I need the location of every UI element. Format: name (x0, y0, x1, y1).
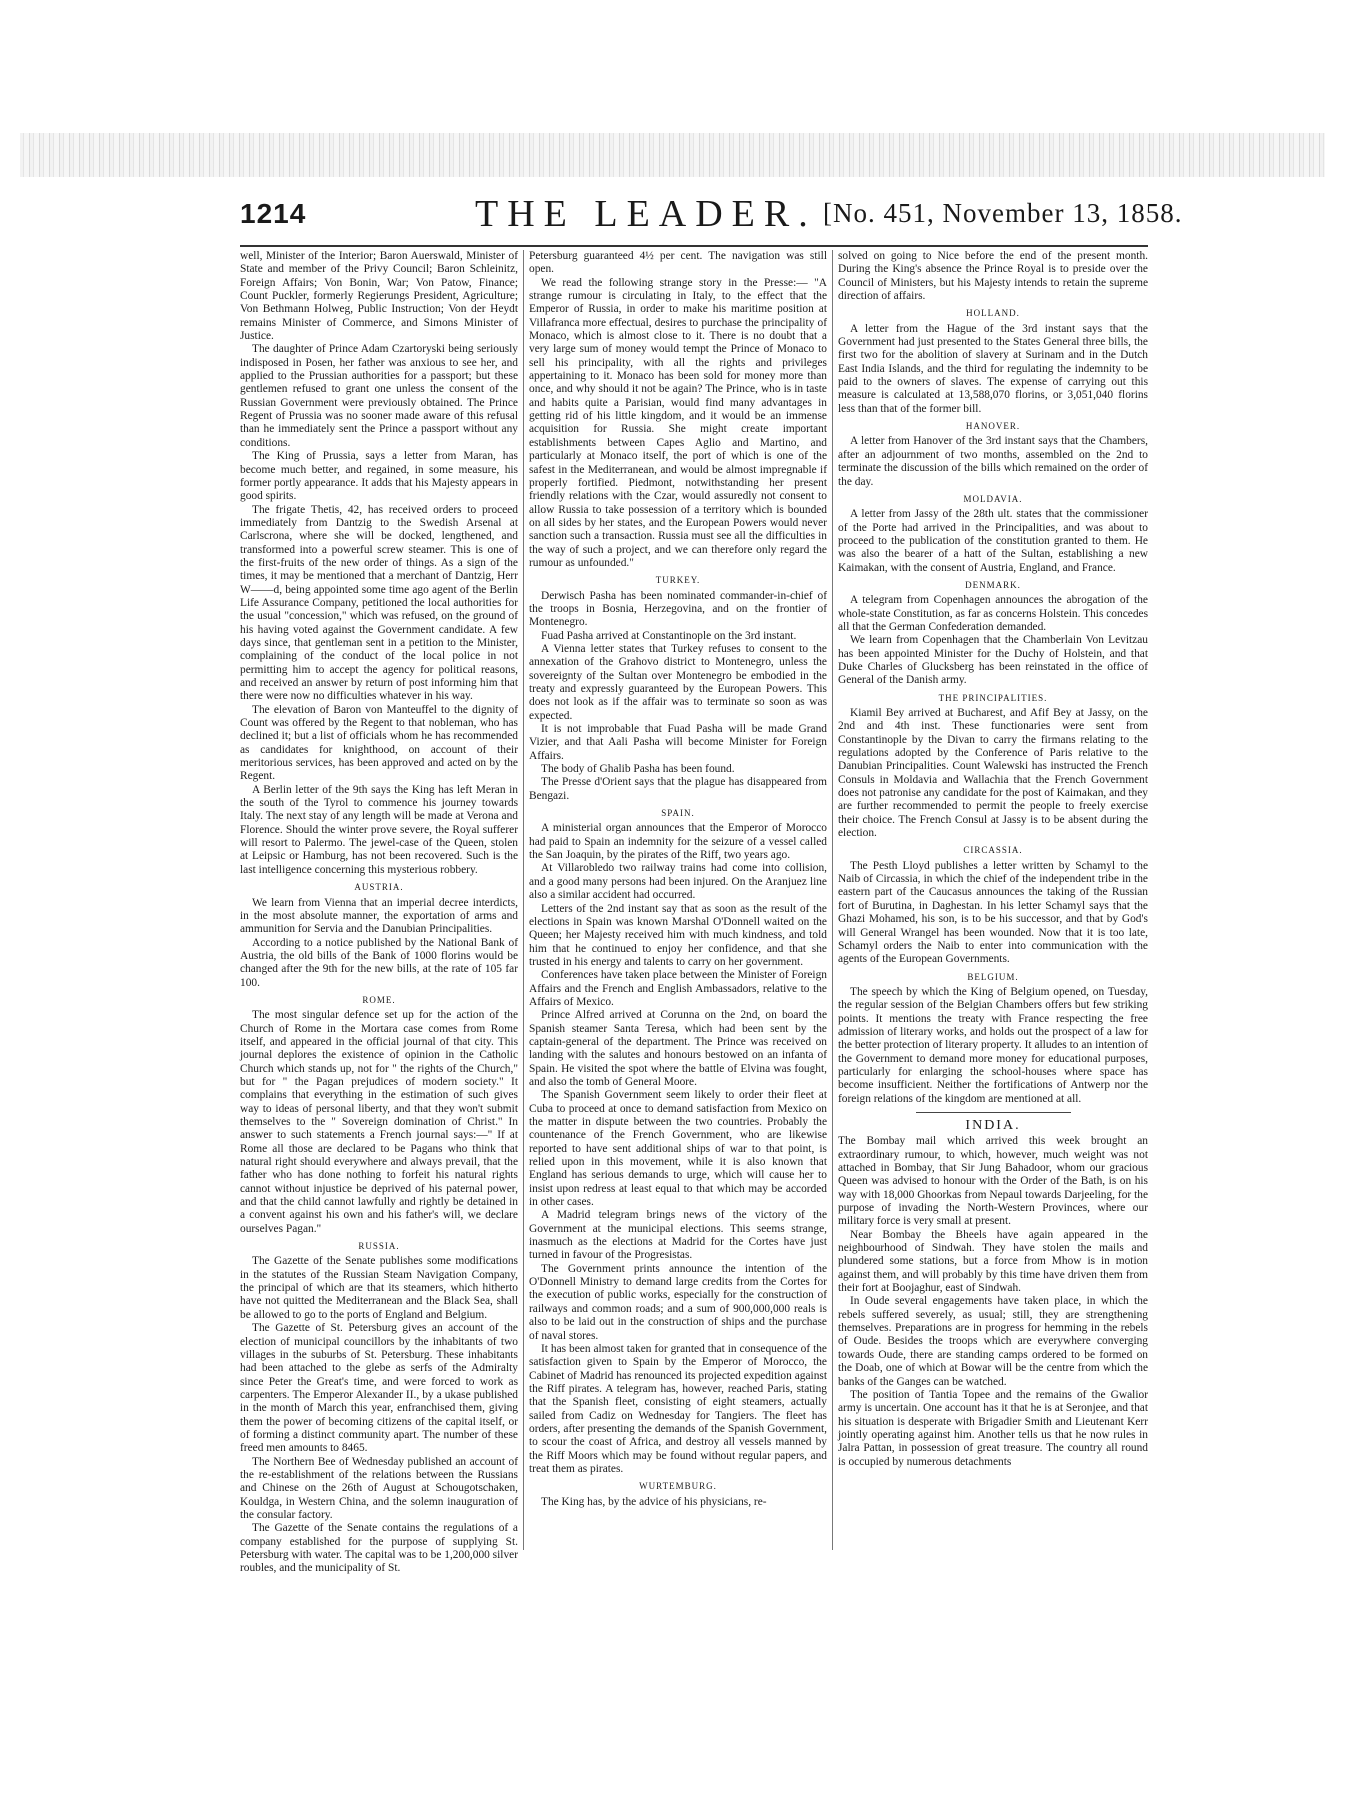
paragraph: The Gazette of the Senate contains the regulations of a company established for the purpose of supplying St. Petersburg with water. The capital was to be 1,200,000 silver roubles, and the municipality of St. (240, 1522, 518, 1575)
paragraph: A Berlin letter of the 9th says the King has left Meran in the south of the Tyrol to commence his journey towards Italy. The next stay of any length will be made at Verona and Florence. Should the winter prove severe, the Royal sufferer will resort to Palermo. The jewel-case of the Queen, stolen at Leipsic or Hamburg, has not been recovered. Such is the last intelligence concerning this mysterious robbery. (240, 783, 518, 876)
paragraph: A letter from Jassy of the 28th ult. states that the commissioner of the Porte had arrived in the Principalities, and was about to proceed to the publication of the constitution granted to them. He was also the bearer of a hatt of the Sultan, establishing a new Kaimakan, with the consent of Austria, England, and France. (838, 508, 1148, 574)
section-heading: AUSTRIA. (354, 882, 404, 893)
column-3 (838, 250, 1148, 1560)
paragraph: A Madrid telegram brings news of the victory of the Government at the municipal elections. This seems strange, inasmuch as the elections at Madrid for the Cortes have just turned in favour of the Progresistas. (529, 1209, 827, 1262)
section-heading: SPAIN. (661, 808, 695, 819)
paragraph: The Pesth Lloyd publishes a letter written by Schamyl to the Naib of Circassia, in which the chief of the independent tribe in the eastern part of the Caucasus announces the taking of the Russian fort of Burutina, in Daghestan. In his letter Schamyl says that the Ghazi Mohamed, his son, is to be his successor, and that by God's will General Wrangel has been wounded. Now that it is too late, Schamyl orders the Naib to enter into communication with the agents of the European Governments. (838, 859, 1148, 966)
section-heading: CIRCASSIA. (963, 845, 1023, 856)
section-separator (916, 1112, 1071, 1113)
section-heading: HOLLAND. (966, 308, 1020, 319)
column-1 (240, 250, 518, 1575)
paragraph: The King of Prussia, says a letter from Maran, has become much better, and regained, in some measure, his former portly appearance. It adds that his Majesty appears in good spirits. (240, 450, 518, 503)
paragraph: We learn from Copenhagen that the Chamberlain Von Levitzau has been appointed Minister for the Duchy of Holstein, and that Duke Charles of Glucksberg has been reinstated in the office of General of the Danish army. (838, 634, 1148, 687)
section-heading: BELGIUM. (967, 971, 1019, 982)
section-heading: RUSSIA. (358, 1241, 400, 1252)
column-divider (523, 250, 524, 1550)
paragraph: Prince Alfred arrived at Corunna on the 2nd, on board the Spanish steamer Santa Teresa, which had been sent by the captain-general of the department. The Prince was received on landing with the salutes and honours bestowed on an infanta of Spain. He visited the spot where the battle of Elvina was fought, and also the tomb of General Moore. (529, 1009, 827, 1088)
paragraph: solved on going to Nice before the end of the present month. During the King's absence the Prince Royal is to preside over the Council of Ministers, but his Majesty intends to retain the supreme direction of affairs. (838, 250, 1148, 303)
section-heading: TURKEY. (655, 575, 701, 586)
paragraph: A Vienna letter states that Turkey refuses to consent to the annexation of the Grahovo district to Montenegro, unless the sovereignty of the Sultan over Montenegro be embodied in the treaty and expressly guaranteed by the European Powers. This does not look as if the affair was to terminate so soon as was expected. (529, 642, 827, 722)
paragraph: Derwisch Pasha has been nominated commander-in-chief of the troops in Bosnia, Herzegovina, and on the frontier of Montenegro. (529, 589, 827, 629)
paragraph: At Villarobledo two railway trains had come into collision, and a good many persons had been injured. On the Aranjuez line also a similar accident had occurred. (529, 862, 827, 902)
column-2 (529, 250, 827, 1560)
paragraph: We read the following strange story in the Presse:— "A strange rumour is circulating in Italy, to the effect that the Emperor of Russia, in order to make his maritime position at Villafranca more effectual, desires to purchase the principality of Monaco, which is almost close to it. There is no doubt that a very large sum of money would tempt the Prince of Monaco to sell his principality, with all the rights and privileges appertaining to it. Monaco has been sold for money more than once, and why should it not be again? The Prince, who is in taste and habits quite a Parisian, would find many advantages in getting rid of his little kingdom, and it would be an immense acquisition for Russia. She might create important establishments between Capes Aglio and Martino, and particularly at Monaco itself, the port of which is one of the safest in the Mediterranean, and would be almost impregnable if properly fortified. Piedmont, notwithstanding her present friendly relations with the Czar, would assuredly not consent to allow Russia to take possession of a territory which is bounded on all sides by her states, and the European Powers would never sanction such a transaction. Russia must see all the difficulties in the way of such a project, and we can therefore only regard the rumour as unfounded." (529, 276, 827, 569)
paragraph: Fuad Pasha arrived at Constantinople on the 3rd instant. (541, 629, 797, 642)
section-heading: HANOVER. (965, 421, 1021, 432)
page-number: 1214 (240, 198, 307, 229)
paragraph: The daughter of Prince Adam Czartoryski being seriously indisposed in Posen, her father was anxious to see her, and applied to the Prussian authorities for a passport; but these gentlemen refused to grant one unless the consent of the Russian Government were previously obtained. The Prince Regent of Prussia was no sooner made aware of this refusal than he immediately sent the Prince a passport without any conditions. (240, 343, 518, 449)
paragraph: The Spanish Government seem likely to order their fleet at Cuba to proceed at once to demand satisfaction from Mexico on the matter in dispute between the two countries. Probably the countenance of the French Government, who are likewise reported to have sent additional ships of war to that point, is relied upon in this movement, while it is also known that England has serious demands to urge, which will cause her to insist upon redress at least equal to that which may be accorded in other cases. (529, 1089, 827, 1209)
paragraph: A letter from the Hague of the 3rd instant says that the Government had just presented to the States General three bills, the first two for the abolition of slavery at Surinam and in the Dutch East India Islands, and the third for regulating the indemnity to be paid to the owners of slaves. The expense of carrying out this measure is calculated at 13,588,070 florins, or 3,051,040 florins less than that of the former bill. (838, 322, 1148, 415)
page-header (240, 190, 1340, 246)
column-divider (832, 250, 833, 1550)
section-heading: THE PRINCIPALITIES. (938, 692, 1048, 703)
header-rule (240, 245, 1148, 247)
paragraph: Kiamil Bey arrived at Bucharest, and Afif Bey at Jassy, on the 2nd and 4th inst. These functionaries were sent from Constantinople by the Divan to carry the firmans relating to the regulations adopted by the Conference of Paris relative to the Danubian Principalities. Count Walewski has instructed the French Consuls in Moldavia and Wallachia that the French Government does not patronise any candidate for the post of Kaimakan, and they are further recommended to permit the people to freely exercise their choice. The French Consul at Jassy is to be absent during the election. (838, 707, 1148, 840)
paragraph: We learn from Vienna that an imperial decree interdicts, in the most absolute manner, the exportation of arms and ammunition for Servia and the Danubian Principalities. (240, 896, 518, 936)
paragraph: The position of Tantia Topee and the remains of the Gwalior army is uncertain. One account has it that he is at Seronjee, and that his situation is desperate with Brigadier Smith and Lieutenant Kerr jointly operating against him. Another tells us that he now rules in Jalra Pattan, in possession of great treasure. The country all round is occupied by numerous detachments (838, 1388, 1148, 1468)
paragraph: The Gazette of St. Petersburg gives an account of the election of municipal councillors by the inhabitants of two villages in the suburbs of St. Petersburg. These inhabitants had been attached to the glebe as serfs of the Admiralty since Peter the Great's time, and were forced to work as carpenters. The Emperor Alexander II., by a ukase published in the month of March this year, enfranchised them, giving them the power of becoming citizens of the capital itself, or of forming a distinct community apart. The number of these freed men amounts to 8465. (240, 1322, 518, 1455)
scan-artifact-strip (20, 133, 1325, 177)
paragraph: The King has, by the advice of his physicians, re- (541, 1495, 767, 1508)
section-heading: MOLDAVIA. (963, 493, 1023, 504)
paragraph: The most singular defence set up for the action of the Church of Rome in the Mortara case comes from Rome itself, and appeared in the official journal of that city. This journal deplores the existence of opinion in the Catholic Church which stands up, not for " the rights of the Church," but for " the Pagan prejudices of modern society." It complains that everything in the estimation of such gives way to ideas of personal liberty, and that they won't submit themselves to the " Sovereign domination of Christ." In answer to such statements a French journal says:—" If at Rome all those are declared to be Pagans who think that natural right should everywhere and always prevail, that the father who has done nothing to forfeit his natural rights cannot without injustice be deprived of his paternal power, and that the child cannot lawfully and rightly be detained in a convent against his own and his father's will, we declare ourselves Pagan." (240, 1009, 518, 1235)
paragraph: The frigate Thetis, 42, has received orders to proceed immediately from Dantzig to the Swedish Arsenal at Carlscrona, where she will be docked, lengthened, and transformed into a powerful screw steamer. This is one of the first-fruits of the new order of things. As a sign of the times, it may be mentioned that a merchant of Dantzig, Herr W——d, being appointed some time ago agent of the Berlin Life Assurance Company, petitioned the local authorities for the usual "concession," which was refused, on the ground of his having voted against the Government candidate. A few days since, that gentleman sent in a petition to the Minister, complaining of the conduct of the local police in not permitting him to accept the agency for political reasons, and received an answer by return of post informing him that there were now no difficulties whatever in his way. (240, 503, 518, 703)
paragraph: A telegram from Copenhagen announces the abrogation of the whole-state Constitution, as far as concerns Holstein. This concedes all that the German Confederation demanded. (838, 594, 1148, 633)
paragraph: Conferences have taken place between the Minister of Foreign Affairs and the French and English Ambassadors, relative to the Affairs of Mexico. (529, 969, 827, 1008)
paragraph: The elevation of Baron von Manteuffel to the dignity of Count was offered by the Regent to that nobleman, who has declined it; but a list of officials whom he has recommended as candidates for knighthood, on account of their meritorious services, has been approved and acted on by the Regent. (240, 703, 518, 783)
paragraph: Near Bombay the Bheels have again appeared in the neighbourhood of Sindwah. They have stolen the mails and plundered some stations, but a force from Mhow is in motion against them, and will probably by this time have driven them from their fort at Boojaghur, east of Sindwah. (838, 1228, 1148, 1295)
paragraph: A letter from Hanover of the 3rd instant says that the Chambers, after an adjournment of two months, assembled on the 2nd to terminate the discussion of the bills which remained on the order of the day. (838, 435, 1148, 488)
paragraph: A ministerial organ announces that the Emperor of Morocco had paid to Spain an indemnity for the seizure of a vessel called the San Joaquin, by the pirates of the Riff, two years ago. (529, 822, 827, 862)
paragraph: well, Minister of the Interior; Baron Auerswald, Minister of State and member of the Privy Council; Baron Schleinitz, Foreign Affairs; Von Bonin, War; Von Patow, Finance; Count Puckler, formerly Regierungs President, Agriculture; Von Bethmann Holweg, Public Instruction; Von der Heydt remains Minister of Commerce, and Simons Minister of Justice. (240, 250, 518, 343)
section-heading-india: INDIA. (965, 1117, 1021, 1133)
paragraph: The body of Ghalib Pasha has been found. (541, 763, 735, 776)
section-heading: DENMARK. (965, 579, 1021, 590)
paragraph: The Presse d'Orient says that the plague has disappeared from Bengazi. (529, 776, 827, 802)
paragraph: The Gazette of the Senate publishes some modifications in the statutes of the Russian Steam Navigation Company, the principal of which are that its steamers, which hitherto have not quitted the Mediterranean and the Black Sea, shall be allowed to go to the ports of England and Belgium. (240, 1255, 518, 1321)
paragraph: According to a notice published by the National Bank of Austria, the old bills of the Bank of 1000 florins would be changed after the 9th for the new bills, at the rate of 105 far 100. (240, 936, 518, 989)
paragraph: The Bombay mail which arrived this week brought an extraordinary rumour, to which, however, much weight was not attached in Bombay, that Sir Jung Bahadoor, whom our gracious Queen was advised to honour with the Order of the Bath, is on his way with 18,000 Ghoorkas from Nepaul towards Darjeeling, for the purpose of invading the North-Western Provinces, where our military force is very small at present. (838, 1135, 1148, 1228)
paragraph: The Government prints announce the intention of the O'Donnell Ministry to demand large credits from the Cortes for the execution of public works, especially for the construction of railways and common roads; and a sum of 900,000,000 reals is also to be laid out in the construction of ships and the purchase of naval stores. (529, 1262, 827, 1342)
paragraph: The speech by which the King of Belgium opened, on Tuesday, the regular session of the Belgian Chambers offers but few striking points. It mentions the treaty with France respecting the free admission of literary works, and holds out the prospect of a law for the better protection of literary property. It alludes to an intention of the Government to demand more money for educational purposes, particularly for enlarging the school-houses where space has become insufficient. Neither the fortifications of Antwerp nor the foreign relations of the kingdom are mentioned at all. (838, 985, 1148, 1105)
masthead-title: THE LEADER. (475, 193, 817, 235)
paragraph: Petersburg guaranteed 4½ per cent. The navigation was still open. (529, 250, 827, 276)
paragraph: The Northern Bee of Wednesday published an account of the re-establishment of the relations between the Russians and Chinese on the 26th of August at Schougotschaken, Kouldga, in Western China, and the solemn inauguration of the consular factory. (240, 1455, 518, 1521)
paragraph: It has been almost taken for granted that in consequence of the satisfaction given to Spain by the Emperor of Morocco, the Cabinet of Madrid has renounced its projected expedition against the Riff pirates. A telegram has, however, reached Paris, stating that the Spanish fleet, consisting of eight steamers, actually sailed from Cadiz on Wednesday for Tangiers. The fleet has orders, after presenting the demands of the Spanish Government, to scour the coast of Africa, and destroy all vessels manned by the Riff Moors which may be found without regular papers, and treat them as pirates. (529, 1342, 827, 1475)
paragraph: In Oude several engagements have taken place, in which the rebels suffered severely, as usual; still, they are strengthening themselves. Preparations are in progress for hemming in the rebels of Oude. Besides the troops which are everywhere converging towards Oude, there are standing camps ordered to be formed on the Doab, one of which at Bowar will be the centre from which the banks of the Ganges can be watched. (838, 1295, 1148, 1388)
issue-date: [No. 451, November 13, 1858. (823, 198, 1183, 228)
section-heading: ROME. (362, 994, 396, 1005)
paragraph: Letters of the 2nd instant say that as soon as the result of the elections in Spain was known Marshal O'Donnell waited on the Queen; her Majesty received him with much kindness, and told him that he continued to enjoy her confidence, and that she trusted in his energy and talents to carry on her government. (529, 902, 827, 968)
section-heading: WURTEMBURG. (639, 1481, 717, 1492)
paragraph: It is not improbable that Fuad Pasha will be made Grand Vizier, and that Aali Pasha will become Minister for Foreign Affairs. (529, 723, 827, 762)
